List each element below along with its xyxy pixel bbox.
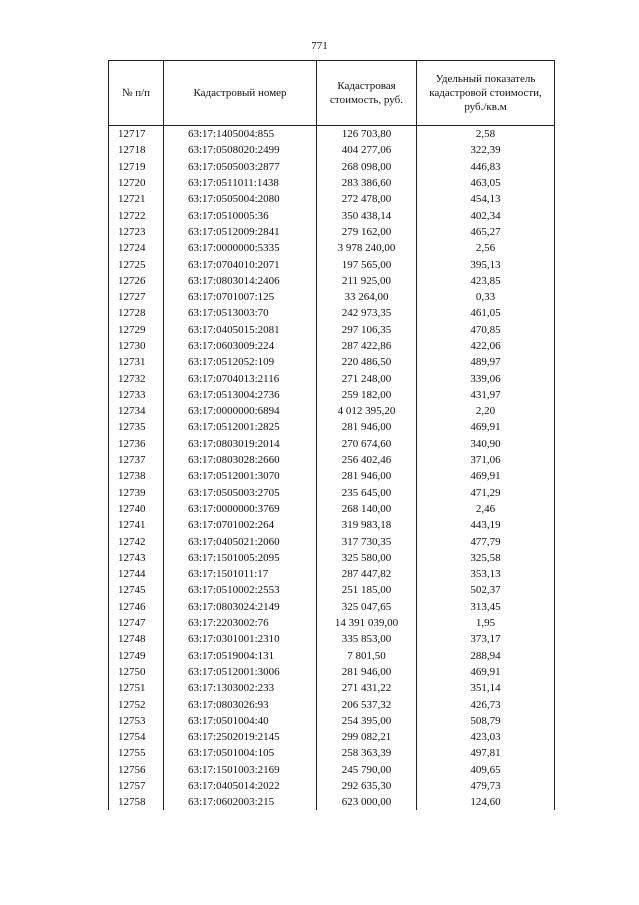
- cadastral-value: 242 973,35: [317, 305, 417, 321]
- cadastral-value: 292 635,30: [317, 778, 417, 794]
- table-row: [109, 305, 555, 321]
- table-row: [109, 419, 555, 435]
- cadastral-number: 63:17:0508020:2499: [164, 142, 317, 158]
- cadastral-value: 272 478,00: [317, 191, 417, 207]
- specific-value: 2,58: [417, 126, 555, 143]
- table-row: [109, 207, 555, 223]
- cadastral-table: [108, 60, 555, 810]
- table-row: [109, 680, 555, 696]
- cadastral-value: 287 422,86: [317, 338, 417, 354]
- table-row: [109, 273, 555, 289]
- cadastral-number: 63:17:0405021:2060: [164, 533, 317, 549]
- table-row: [109, 240, 555, 256]
- specific-value: 489,97: [417, 354, 555, 370]
- cadastral-number: 63:17:1501005:2095: [164, 550, 317, 566]
- row-number: 12747: [109, 615, 164, 631]
- specific-value: 409,65: [417, 762, 555, 778]
- specific-value: 423,03: [417, 729, 555, 745]
- row-number: 12750: [109, 664, 164, 680]
- header-num: № п/п: [109, 61, 164, 126]
- table-row: [109, 631, 555, 647]
- row-number: 12749: [109, 648, 164, 664]
- row-number: 12723: [109, 224, 164, 240]
- row-number: 12735: [109, 419, 164, 435]
- cadastral-value: 350 438,14: [317, 207, 417, 223]
- cadastral-value: 14 391 039,00: [317, 615, 417, 631]
- table-row: [109, 566, 555, 582]
- table-row: [109, 387, 555, 403]
- table-header: [109, 61, 555, 126]
- specific-value: 443,19: [417, 517, 555, 533]
- cadastral-number: 63:17:1501011:17: [164, 566, 317, 582]
- cadastral-value: 271 248,00: [317, 370, 417, 386]
- row-number: 12756: [109, 762, 164, 778]
- row-number: 12731: [109, 354, 164, 370]
- specific-value: 2,56: [417, 240, 555, 256]
- row-number: 12728: [109, 305, 164, 321]
- cadastral-value: 281 946,00: [317, 468, 417, 484]
- table-row: [109, 729, 555, 745]
- cadastral-value: 281 946,00: [317, 419, 417, 435]
- cadastral-value: 251 185,00: [317, 582, 417, 598]
- header-specific-value: Удельный показатель кадастровой стоимости, руб./кв.м: [417, 61, 555, 126]
- specific-value: 124,60: [417, 794, 555, 810]
- row-number: 12736: [109, 436, 164, 452]
- cadastral-number: 63:17:0803028:2660: [164, 452, 317, 468]
- cadastral-value: 4 012 395,20: [317, 403, 417, 419]
- cadastral-number: 63:17:0000000:6894: [164, 403, 317, 419]
- specific-value: 431,97: [417, 387, 555, 403]
- cadastral-number: 63:17:0512052:109: [164, 354, 317, 370]
- cadastral-value: 3 978 240,00: [317, 240, 417, 256]
- table-row: [109, 436, 555, 452]
- cadastral-number: 63:17:0405015:2081: [164, 322, 317, 338]
- cadastral-number: 63:17:0000000:3769: [164, 501, 317, 517]
- header-cadastral-value: Кадастровая стоимость, руб.: [317, 61, 417, 126]
- specific-value: 479,73: [417, 778, 555, 794]
- row-number: 12743: [109, 550, 164, 566]
- table-row: [109, 762, 555, 778]
- cadastral-number: 63:17:0301001:2310: [164, 631, 317, 647]
- cadastral-value: 220 486,50: [317, 354, 417, 370]
- cadastral-number: 63:17:2502019:2145: [164, 729, 317, 745]
- specific-value: 395,13: [417, 256, 555, 272]
- cadastral-number: 63:17:0803019:2014: [164, 436, 317, 452]
- cadastral-value: 281 946,00: [317, 664, 417, 680]
- cadastral-number: 63:17:0511011:1438: [164, 175, 317, 191]
- cadastral-value: 254 395,00: [317, 713, 417, 729]
- row-number: 12752: [109, 696, 164, 712]
- row-number: 12751: [109, 680, 164, 696]
- row-number: 12718: [109, 142, 164, 158]
- cadastral-value: 211 925,00: [317, 273, 417, 289]
- cadastral-number: 63:17:0803024:2149: [164, 599, 317, 615]
- specific-value: 423,85: [417, 273, 555, 289]
- cadastral-value: 623 000,00: [317, 794, 417, 810]
- cadastral-value: 404 277,06: [317, 142, 417, 158]
- header-cadastral-number: Кадастровый номер: [164, 61, 317, 126]
- cadastral-number: 63:17:0519004:131: [164, 648, 317, 664]
- specific-value: 340,90: [417, 436, 555, 452]
- cadastral-number: 63:17:0704010:2071: [164, 256, 317, 272]
- table-row: [109, 159, 555, 175]
- cadastral-value: 287 447,82: [317, 566, 417, 582]
- specific-value: 508,79: [417, 713, 555, 729]
- cadastral-number: 63:17:0505003:2705: [164, 485, 317, 501]
- specific-value: 465,27: [417, 224, 555, 240]
- cadastral-number: 63:17:0803014:2406: [164, 273, 317, 289]
- cadastral-value: 256 402,46: [317, 452, 417, 468]
- cadastral-number: 63:17:0602003:215: [164, 794, 317, 810]
- row-number: 12757: [109, 778, 164, 794]
- row-number: 12755: [109, 745, 164, 761]
- specific-value: 471,29: [417, 485, 555, 501]
- table-row: [109, 745, 555, 761]
- cadastral-number: 63:17:0513003:70: [164, 305, 317, 321]
- table-row: [109, 126, 555, 143]
- table-row: [109, 142, 555, 158]
- specific-value: 446,83: [417, 159, 555, 175]
- table-row: [109, 778, 555, 794]
- table-row: [109, 322, 555, 338]
- specific-value: 288,94: [417, 648, 555, 664]
- cadastral-number: 63:17:2203002:76: [164, 615, 317, 631]
- cadastral-value: 317 730,35: [317, 533, 417, 549]
- specific-value: 339,06: [417, 370, 555, 386]
- cadastral-value: 206 537,32: [317, 696, 417, 712]
- row-number: 12758: [109, 794, 164, 810]
- table-row: [109, 175, 555, 191]
- row-number: 12719: [109, 159, 164, 175]
- specific-value: 1,95: [417, 615, 555, 631]
- cadastral-value: 279 162,00: [317, 224, 417, 240]
- cadastral-number: 63:17:0510002:2553: [164, 582, 317, 598]
- table-row: [109, 696, 555, 712]
- specific-value: 373,17: [417, 631, 555, 647]
- cadastral-number: 63:17:0701002:264: [164, 517, 317, 533]
- row-number: 12726: [109, 273, 164, 289]
- specific-value: 502,37: [417, 582, 555, 598]
- row-number: 12741: [109, 517, 164, 533]
- cadastral-number: 63:17:0501004:40: [164, 713, 317, 729]
- cadastral-number: 63:17:1501003:2169: [164, 762, 317, 778]
- cadastral-number: 63:17:0803026:93: [164, 696, 317, 712]
- row-number: 12742: [109, 533, 164, 549]
- table-row: [109, 615, 555, 631]
- page-number: 771: [311, 40, 328, 52]
- row-number: 12732: [109, 370, 164, 386]
- row-number: 12730: [109, 338, 164, 354]
- row-number: 12720: [109, 175, 164, 191]
- cadastral-value: 319 983,18: [317, 517, 417, 533]
- row-number: 12753: [109, 713, 164, 729]
- row-number: 12727: [109, 289, 164, 305]
- row-number: 12738: [109, 468, 164, 484]
- table-body: [109, 126, 555, 811]
- table-row: [109, 599, 555, 615]
- row-number: 12744: [109, 566, 164, 582]
- table-row: [109, 713, 555, 729]
- table-row: [109, 289, 555, 305]
- cadastral-value: 33 264,00: [317, 289, 417, 305]
- cadastral-value: 197 565,00: [317, 256, 417, 272]
- cadastral-number: 63:17:1303002:233: [164, 680, 317, 696]
- specific-value: 497,81: [417, 745, 555, 761]
- table-row: [109, 370, 555, 386]
- cadastral-value: 297 106,35: [317, 322, 417, 338]
- table-row: [109, 794, 555, 810]
- table-row: [109, 664, 555, 680]
- row-number: 12724: [109, 240, 164, 256]
- row-number: 12739: [109, 485, 164, 501]
- table-row: [109, 517, 555, 533]
- cadastral-number: 63:17:0505004:2080: [164, 191, 317, 207]
- specific-value: 325,58: [417, 550, 555, 566]
- cadastral-value: 7 801,50: [317, 648, 417, 664]
- table-row: [109, 191, 555, 207]
- specific-value: 469,91: [417, 419, 555, 435]
- cadastral-value: 268 098,00: [317, 159, 417, 175]
- specific-value: 461,05: [417, 305, 555, 321]
- specific-value: 422,06: [417, 338, 555, 354]
- specific-value: 322,39: [417, 142, 555, 158]
- table-row: [109, 648, 555, 664]
- row-number: 12721: [109, 191, 164, 207]
- table-row: [109, 468, 555, 484]
- cadastral-number: 63:17:0512001:3070: [164, 468, 317, 484]
- cadastral-value: 268 140,00: [317, 501, 417, 517]
- specific-value: 351,14: [417, 680, 555, 696]
- row-number: 12717: [109, 126, 164, 143]
- cadastral-value: 235 645,00: [317, 485, 417, 501]
- cadastral-value: 245 790,00: [317, 762, 417, 778]
- row-number: 12729: [109, 322, 164, 338]
- row-number: 12746: [109, 599, 164, 615]
- row-number: 12754: [109, 729, 164, 745]
- cadastral-value: 283 386,60: [317, 175, 417, 191]
- table-row: [109, 224, 555, 240]
- cadastral-value: 325 047,65: [317, 599, 417, 615]
- specific-value: 0,33: [417, 289, 555, 305]
- specific-value: 469,91: [417, 468, 555, 484]
- row-number: 12725: [109, 256, 164, 272]
- cadastral-value: 270 674,60: [317, 436, 417, 452]
- specific-value: 2,20: [417, 403, 555, 419]
- cadastral-number: 63:17:0603009:224: [164, 338, 317, 354]
- table-row: [109, 338, 555, 354]
- cadastral-number: 63:17:0513004:2736: [164, 387, 317, 403]
- row-number: 12748: [109, 631, 164, 647]
- cadastral-number: 63:17:0405014:2022: [164, 778, 317, 794]
- cadastral-number: 63:17:0512001:2825: [164, 419, 317, 435]
- specific-value: 353,13: [417, 566, 555, 582]
- specific-value: 470,85: [417, 322, 555, 338]
- cadastral-value: 325 580,00: [317, 550, 417, 566]
- cadastral-number: 63:17:1405004:855: [164, 126, 317, 143]
- row-number: 12737: [109, 452, 164, 468]
- specific-value: 469,91: [417, 664, 555, 680]
- specific-value: 426,73: [417, 696, 555, 712]
- row-number: 12733: [109, 387, 164, 403]
- row-number: 12740: [109, 501, 164, 517]
- cadastral-number: 63:17:0704013:2116: [164, 370, 317, 386]
- specific-value: 463,05: [417, 175, 555, 191]
- cadastral-number: 63:17:0510005:36: [164, 207, 317, 223]
- table-row: [109, 533, 555, 549]
- cadastral-number: 63:17:0701007:125: [164, 289, 317, 305]
- cadastral-value: 259 182,00: [317, 387, 417, 403]
- cadastral-number: 63:17:0512001:3006: [164, 664, 317, 680]
- table-row: [109, 550, 555, 566]
- cadastral-number: 63:17:0512009:2841: [164, 224, 317, 240]
- specific-value: 402,34: [417, 207, 555, 223]
- table-row: [109, 582, 555, 598]
- table-row: [109, 256, 555, 272]
- table-row: [109, 354, 555, 370]
- cadastral-value: 271 431,22: [317, 680, 417, 696]
- cadastral-number: 63:17:0505003:2877: [164, 159, 317, 175]
- row-number: 12722: [109, 207, 164, 223]
- cadastral-number: 63:17:0000000:5335: [164, 240, 317, 256]
- row-number: 12745: [109, 582, 164, 598]
- table-row: [109, 452, 555, 468]
- specific-value: 454,13: [417, 191, 555, 207]
- cadastral-value: 335 853,00: [317, 631, 417, 647]
- specific-value: 2,46: [417, 501, 555, 517]
- cadastral-value: 126 703,80: [317, 126, 417, 143]
- table-row: [109, 403, 555, 419]
- cadastral-value: 258 363,39: [317, 745, 417, 761]
- cadastral-value: 299 082,21: [317, 729, 417, 745]
- table-row: [109, 501, 555, 517]
- table-row: [109, 485, 555, 501]
- specific-value: 313,45: [417, 599, 555, 615]
- row-number: 12734: [109, 403, 164, 419]
- cadastral-number: 63:17:0501004:105: [164, 745, 317, 761]
- specific-value: 371,06: [417, 452, 555, 468]
- specific-value: 477,79: [417, 533, 555, 549]
